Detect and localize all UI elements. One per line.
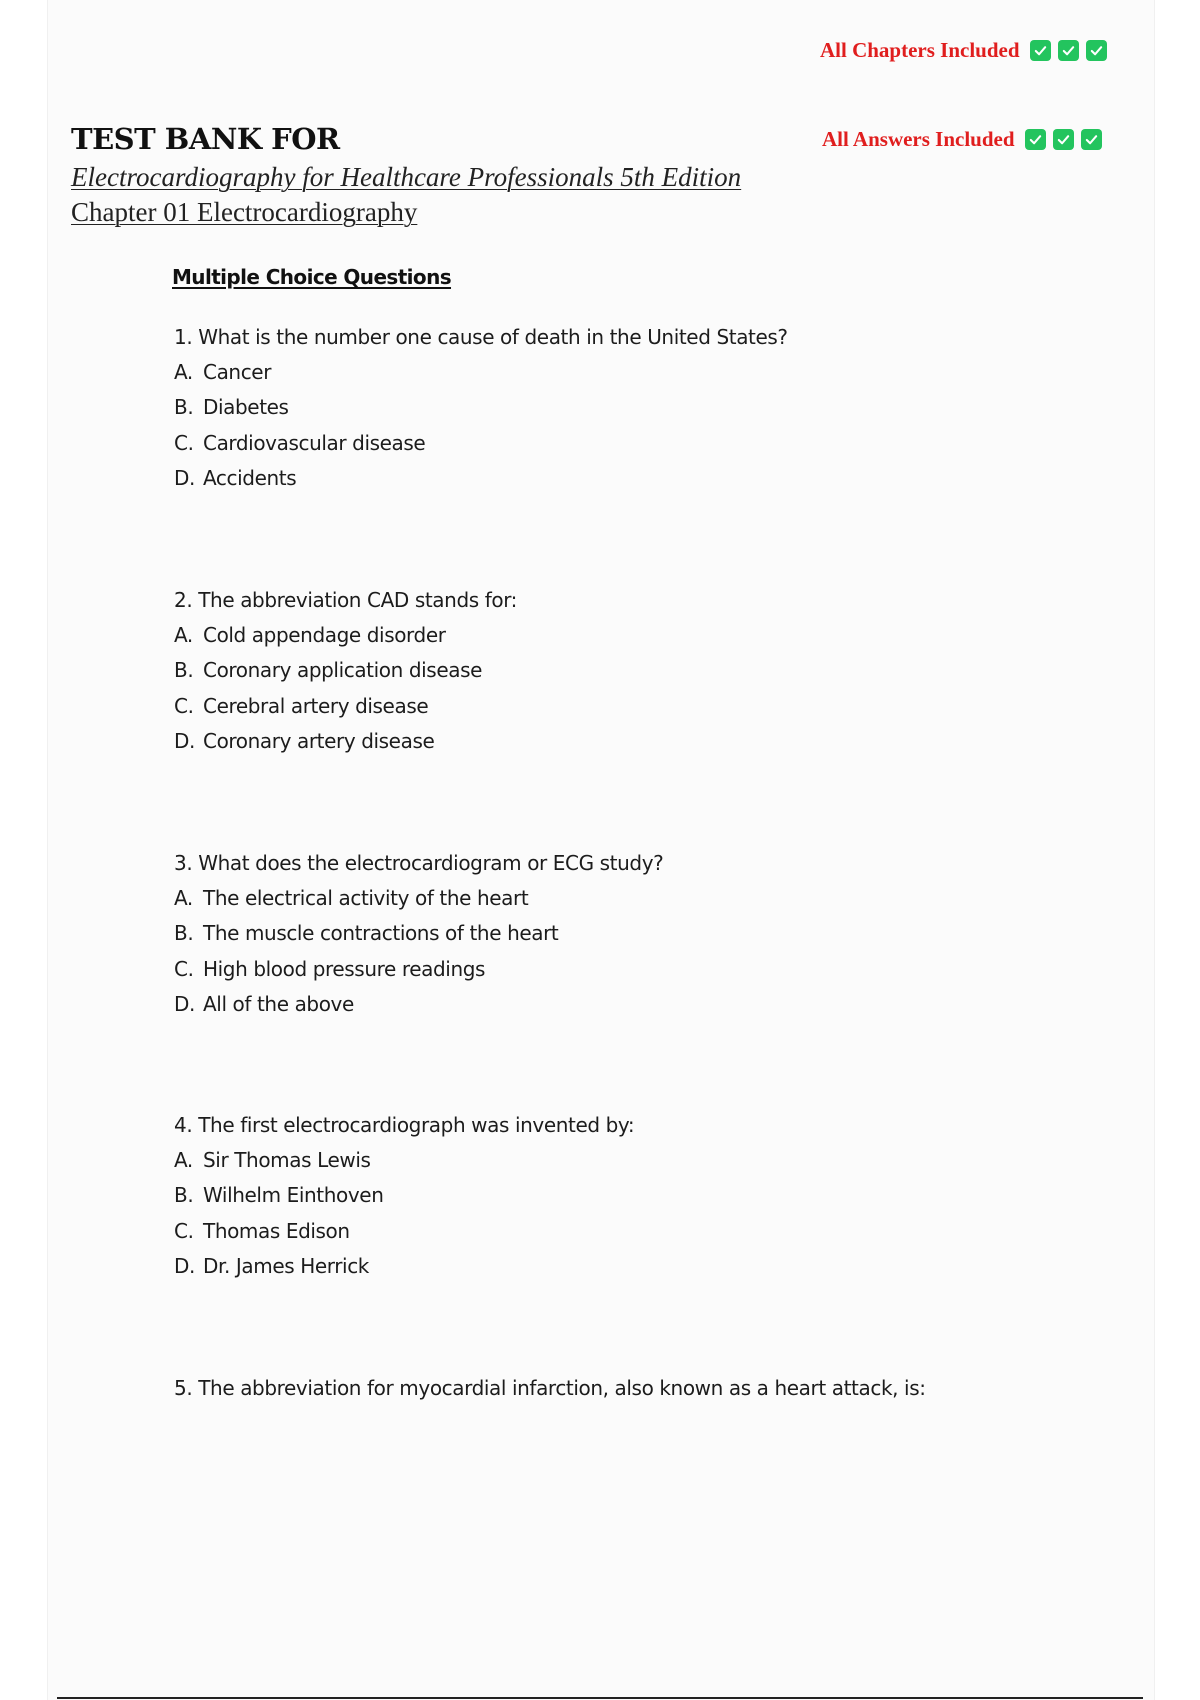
- question-stem: 2. The abbreviation CAD stands for:: [174, 588, 518, 612]
- option-text: Wilhelm Einthoven: [203, 1183, 384, 1208]
- question-stem: 5. The abbreviation for myocardial infarction, also known as a heart attack, is:: [174, 1376, 926, 1400]
- option-text: The electrical activity of the heart: [203, 886, 529, 910]
- option-letter: D.: [174, 991, 195, 1016]
- question-stem: 1. What is the number one cause of death in the United States?: [174, 325, 788, 349]
- option-text: Diabetes: [203, 395, 289, 420]
- answer-option: [174, 952, 663, 987]
- option-letter: D.: [174, 728, 195, 753]
- answer-option: [174, 1249, 634, 1284]
- option-text: Sir Thomas Lewis: [203, 1148, 371, 1172]
- option-letter: A.: [174, 1148, 193, 1172]
- all-chapters-badge: [820, 38, 1107, 63]
- option-text: Cold appendage disorder: [203, 623, 446, 647]
- all-answers-label: All Answers Included: [822, 127, 1015, 151]
- question-block: [174, 320, 788, 496]
- answer-option: [174, 916, 663, 951]
- option-text: The muscle contractions of the heart: [203, 921, 559, 946]
- option-letter: C.: [174, 956, 194, 981]
- question-block: [174, 583, 517, 759]
- question-stem: 3. What does the electrocardiogram or ECG study?: [174, 851, 664, 875]
- option-letter: C.: [174, 693, 194, 718]
- answer-option: [174, 461, 788, 496]
- checkmark-icon: [1030, 40, 1051, 61]
- answer-option: [174, 1143, 634, 1178]
- option-text: Cancer: [203, 360, 272, 384]
- question-block: [174, 1371, 926, 1406]
- answer-option: [174, 653, 517, 688]
- question-stem: 4. The first electrocardiograph was invented by:: [174, 1113, 635, 1137]
- answer-option: [174, 1214, 634, 1249]
- checkmark-icon: [1086, 40, 1107, 61]
- option-text: High blood pressure readings: [203, 956, 486, 981]
- answer-option: [174, 881, 663, 916]
- all-chapters-label: All Chapters Included: [820, 38, 1020, 62]
- checkmark-icon: [1081, 129, 1102, 150]
- question-block: [174, 846, 663, 1022]
- answer-option: [174, 987, 663, 1022]
- option-letter: B.: [174, 1183, 194, 1208]
- section-title: Multiple Choice Questions: [172, 265, 452, 289]
- option-letter: A.: [174, 360, 193, 384]
- chapter-title: Chapter 01 Electrocardiography: [71, 197, 418, 227]
- all-answers-badge: [822, 127, 1102, 152]
- answer-option: [174, 618, 517, 653]
- option-text: Dr. James Herrick: [203, 1253, 369, 1278]
- checkmark-icon: [1058, 40, 1079, 61]
- option-text: Accidents: [203, 465, 297, 490]
- option-letter: C.: [174, 430, 194, 455]
- option-text: Cardiovascular disease: [203, 430, 426, 455]
- answer-option: [174, 390, 788, 425]
- answer-option: [174, 426, 788, 461]
- answer-option: [174, 1178, 634, 1213]
- book-title: Electrocardiography for Healthcare Professionals 5th Edition: [71, 162, 742, 192]
- option-text: Coronary application disease: [203, 658, 483, 683]
- answer-option: [174, 355, 788, 390]
- checkmark-icon: [1025, 129, 1046, 150]
- page-title: TEST BANK FOR: [71, 122, 340, 156]
- option-letter: C.: [174, 1218, 194, 1243]
- option-letter: A.: [174, 886, 193, 910]
- option-text: Cerebral artery disease: [203, 693, 429, 718]
- option-text: Coronary artery disease: [203, 728, 435, 753]
- answer-option: [174, 689, 517, 724]
- checkmark-icon: [1053, 129, 1074, 150]
- option-letter: D.: [174, 1253, 195, 1278]
- option-letter: A.: [174, 623, 193, 647]
- answer-option: [174, 724, 517, 759]
- option-letter: B.: [174, 658, 194, 683]
- option-text: All of the above: [203, 991, 354, 1016]
- question-block: [174, 1108, 634, 1284]
- option-letter: B.: [174, 395, 194, 420]
- option-text: Thomas Edison: [203, 1218, 350, 1243]
- page-bottom-rule: [57, 1697, 1143, 1699]
- option-letter: B.: [174, 921, 194, 946]
- option-letter: D.: [174, 465, 195, 490]
